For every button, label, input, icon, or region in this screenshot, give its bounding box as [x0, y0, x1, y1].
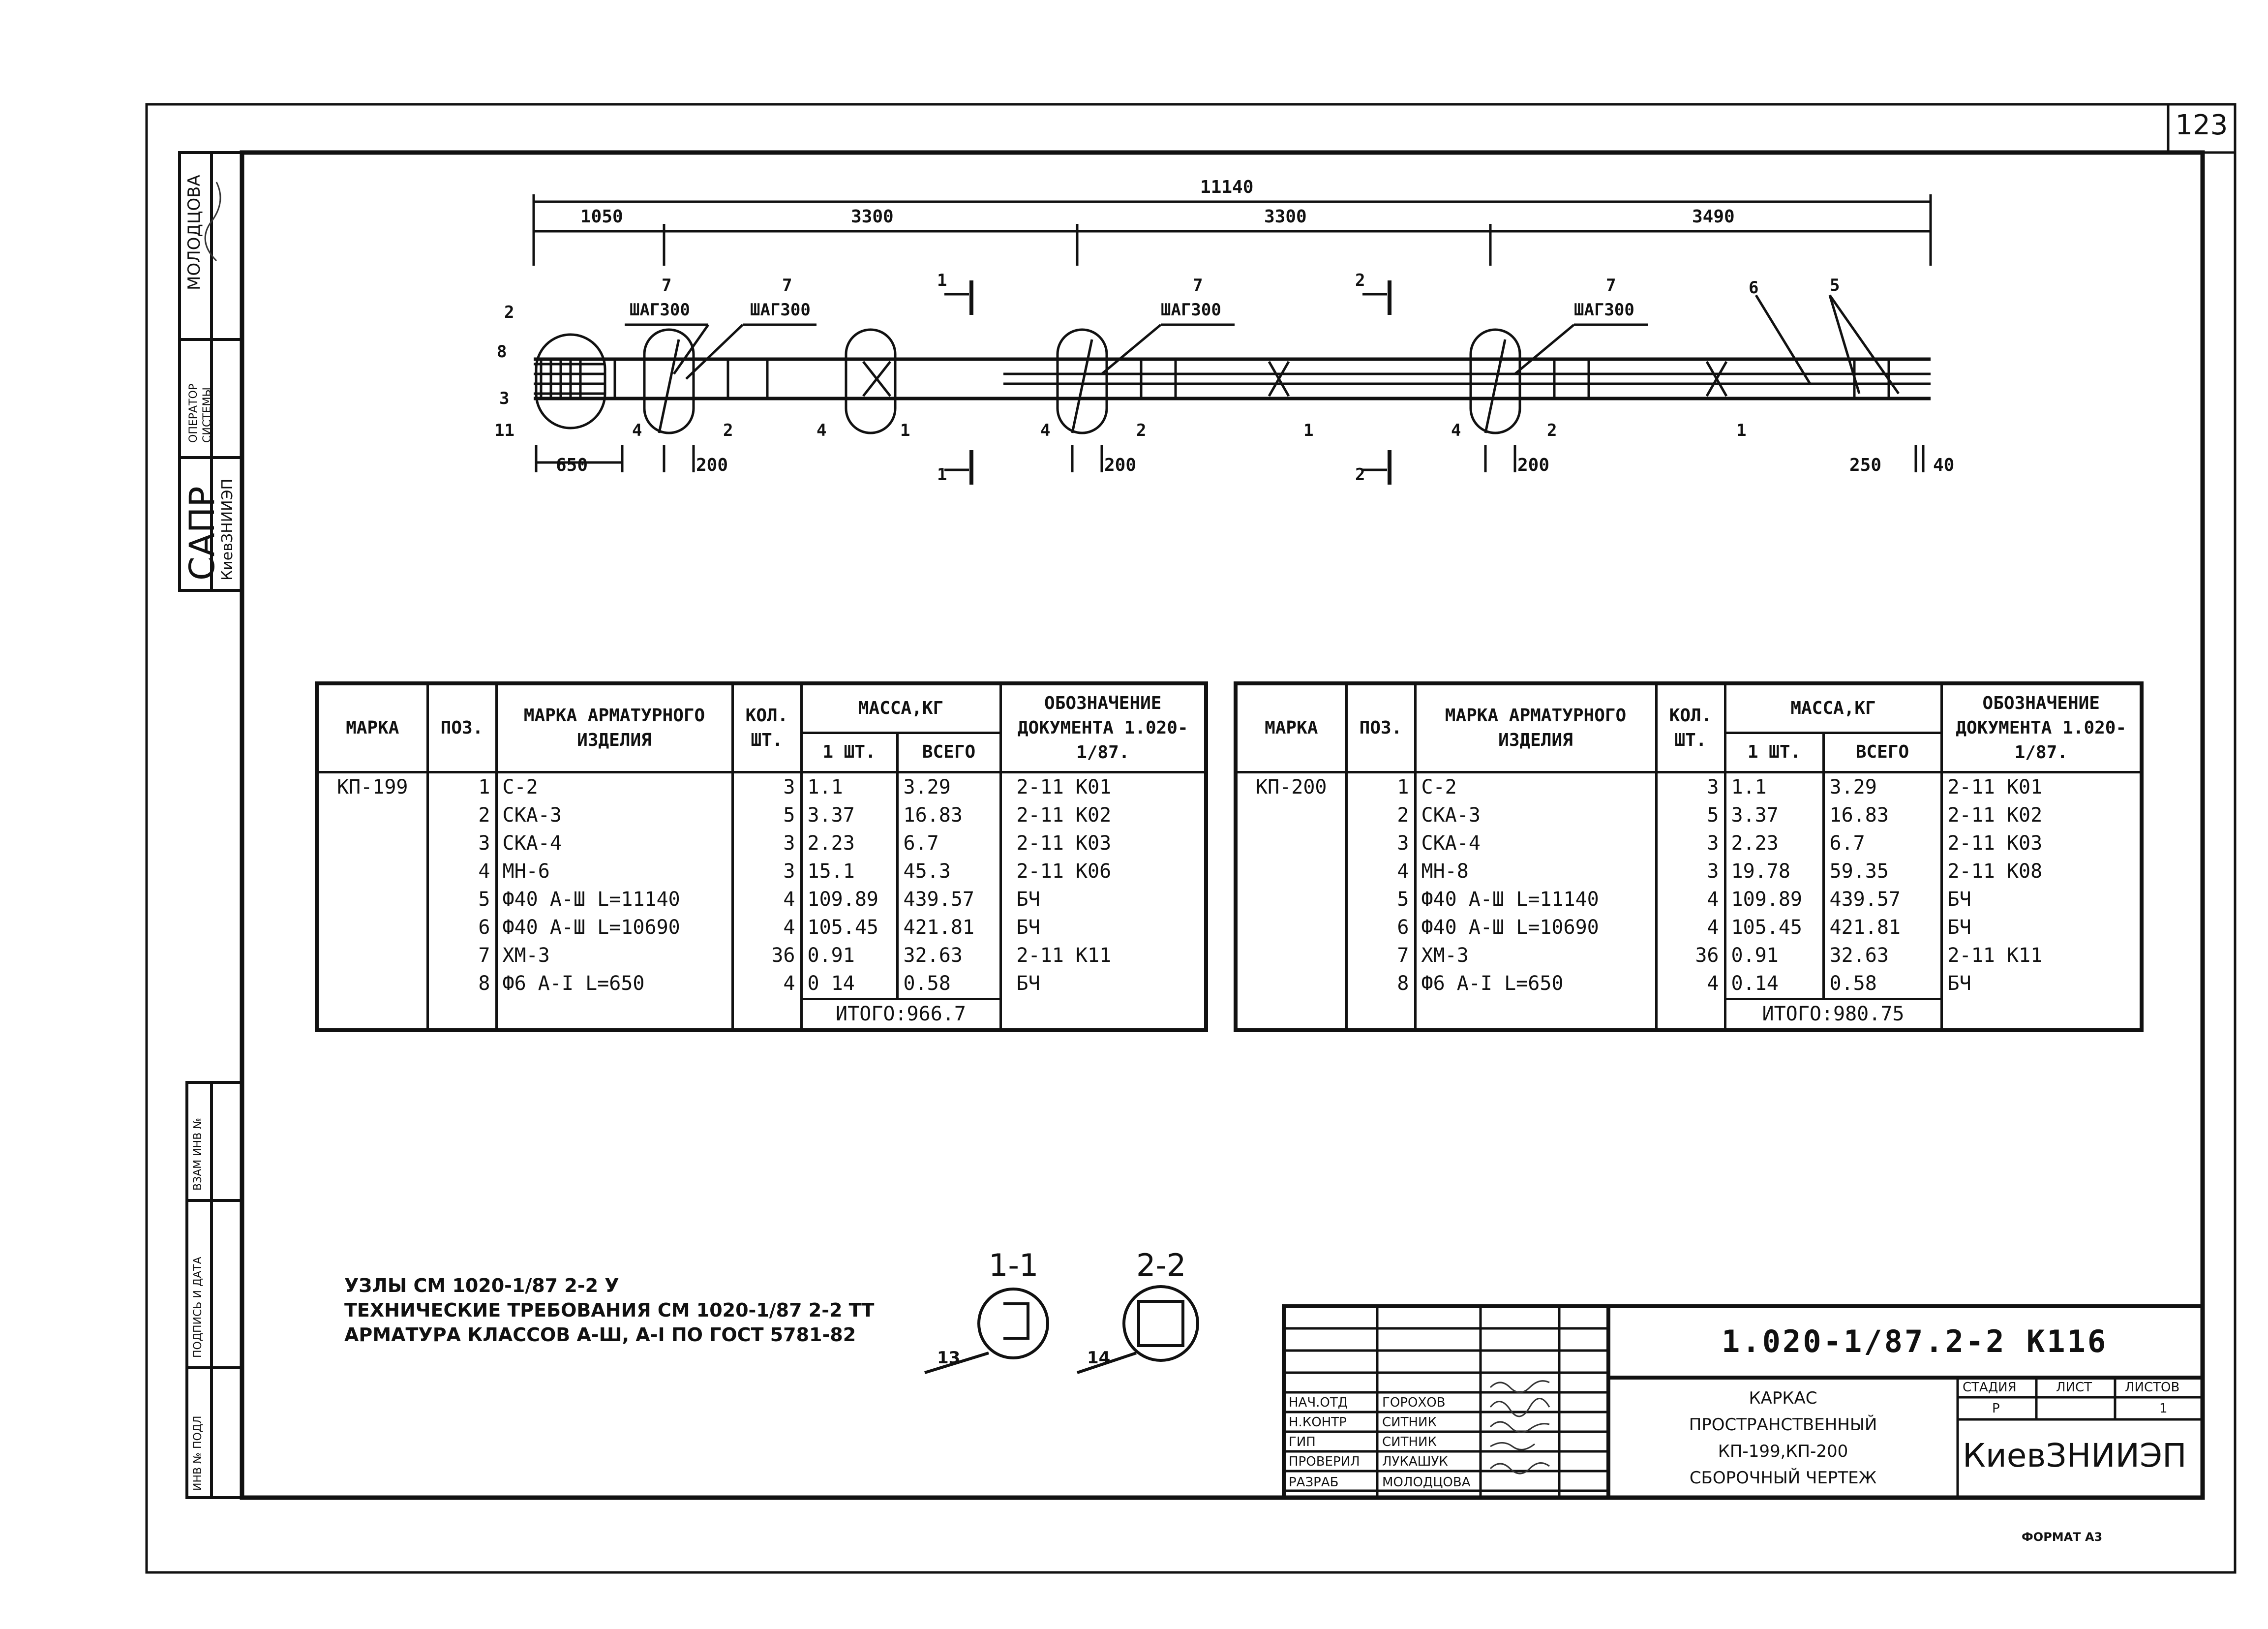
callout-sag3-pos: 7: [1193, 276, 1203, 295]
cell-doc-col: [1941, 772, 2142, 1030]
note-line: ТЕХНИЧЕСКИЕ ТРЕБОВАНИЯ СМ 1020-1/87 2-2 ТТ: [344, 1299, 875, 1321]
cell-vsego: 3.29: [897, 772, 1000, 801]
header-marka: МАРКА: [317, 683, 427, 772]
section-1-top: 1: [937, 271, 947, 290]
callout-p2a: 2: [723, 421, 733, 440]
cell-izd: Ф40 А-Ш L=11140: [1415, 886, 1656, 914]
table-row: [1236, 772, 2142, 801]
cell-kol: 3: [1656, 830, 1725, 858]
cell-poz: 2: [427, 801, 496, 830]
header-sht: 1 ШТ.: [1725, 733, 1823, 772]
sign-role: Н.КОНТР: [1289, 1415, 1347, 1430]
callout-p2c: 2: [1136, 421, 1147, 440]
stamp-sapr-org: КиевЗНИИЭП: [219, 478, 236, 581]
cell-vsego: 6.7: [1823, 830, 1941, 858]
callout-sag4-pos: 7: [1606, 276, 1616, 295]
title-line: ПРОСТРАНСТВЕННЫЙ: [1689, 1415, 1877, 1435]
cell-marka: КП-200: [1236, 772, 1346, 1030]
header-kol: КОЛ. ШТ.: [1656, 683, 1725, 772]
cell-doc-col: [1000, 772, 1206, 1030]
cell-doc: 2-11 К08: [1947, 860, 2043, 883]
cell-doc: 2-11 К03: [1016, 831, 1112, 855]
cell-poz: 1: [427, 772, 496, 801]
cell-itogo: ИТОГО:966.7: [801, 999, 1000, 1030]
spec-table-kp199: [315, 681, 1208, 1032]
dim-seg4: 3490: [1692, 207, 1735, 227]
callout-p6: 6: [1749, 278, 1759, 298]
cell-kol: 5: [732, 801, 801, 830]
cell-sht: 3.37: [801, 801, 897, 830]
cell-kol: 3: [1656, 772, 1725, 801]
cell-poz: 7: [1346, 942, 1415, 970]
header-vsego: ВСЕГО: [897, 733, 1000, 772]
cell-sht: 109.89: [801, 886, 897, 914]
cell-sht: 105.45: [1725, 914, 1823, 942]
value-stadia: Р: [1992, 1401, 2000, 1416]
cell-izd: С-2: [1415, 772, 1656, 801]
header-massa: МАССА,КГ: [801, 683, 1000, 733]
note-line: АРМАТУРА КЛАССОВ А-Ш, А-I ПО ГОСТ 5781-82: [344, 1324, 856, 1346]
section-2-2-pos: 14: [1087, 1348, 1111, 1368]
cell-kol: 4: [732, 886, 801, 914]
header-marka-izd: МАРКА АРМАТУРНОГО ИЗДЕЛИЯ: [1415, 683, 1656, 772]
dim-step2: 200: [1104, 455, 1137, 475]
stamp-sapr: САПР: [182, 486, 222, 581]
cell-poz: 6: [1346, 914, 1415, 942]
stamp-operator: ОПЕРАТОР СИСТЕМЫ: [187, 383, 213, 443]
cell-doc: БЧ: [1016, 888, 1040, 911]
sign-role: РАЗРАБ: [1289, 1475, 1339, 1490]
callout-p2: 2: [504, 303, 514, 322]
section-2-2-label: 2-2: [1136, 1247, 1186, 1283]
callout-sag1: ШАГ300: [630, 300, 690, 320]
cell-izd: Ф40 А-Ш L=10690: [1415, 914, 1656, 942]
callout-p3: 3: [499, 389, 510, 408]
doc-code: 1.020-1/87.2-2 К116: [1722, 1323, 2108, 1359]
value-listov: 1: [2159, 1401, 2168, 1416]
cell-sht: 105.45: [801, 914, 897, 942]
header-poz: ПОЗ.: [1346, 683, 1415, 772]
cell-poz: 4: [1346, 858, 1415, 886]
header-marka-izd: МАРКА АРМАТУРНОГО ИЗДЕЛИЯ: [496, 683, 732, 772]
cell-poz: 5: [1346, 886, 1415, 914]
page-number: 123: [2175, 109, 2228, 141]
title-line: СБОРОЧНЫЙ ЧЕРТЕЖ: [1689, 1468, 1877, 1488]
cell-doc: 2-11 К02: [1947, 803, 2043, 827]
label-list: ЛИСТ: [2056, 1380, 2092, 1395]
header-vsego: ВСЕГО: [1823, 733, 1941, 772]
header-massa: МАССА,КГ: [1725, 683, 1941, 733]
sign-name: СИТНИК: [1382, 1435, 1437, 1449]
cell-doc: БЧ: [1947, 888, 1971, 911]
cell-poz: 4: [427, 858, 496, 886]
cell-doc: 2-11 К11: [1947, 944, 2043, 967]
header-oboz: ОБОЗНАЧЕНИЕ ДОКУМЕНТА 1.020-1/87.: [1941, 683, 2142, 772]
cell-sht: 1.1: [1725, 772, 1823, 801]
cell-poz: 3: [1346, 830, 1415, 858]
cell-vsego: 16.83: [1823, 801, 1941, 830]
cell-sht: 2.23: [801, 830, 897, 858]
cell-sht: 0.14: [1725, 970, 1823, 999]
dim-seg2: 3300: [851, 207, 894, 227]
drawing-title: [1613, 1385, 1953, 1491]
cell-vsego: 439.57: [1823, 886, 1941, 914]
dim-step1: 200: [696, 455, 728, 475]
cell-sht: 1.1: [801, 772, 897, 801]
stamp-inv-podl: ИНВ № ПОДЛ: [192, 1415, 204, 1491]
cell-vsego: 421.81: [897, 914, 1000, 942]
cell-kol: 4: [732, 970, 801, 999]
title-line: КАРКАС: [1749, 1388, 1817, 1408]
cell-sht: 2.23: [1725, 830, 1823, 858]
sign-name: СИТНИК: [1382, 1415, 1437, 1430]
callout-p1d: 1: [1736, 421, 1747, 440]
cell-doc: 2-11 К06: [1016, 860, 1112, 883]
callout-p2d: 2: [1547, 421, 1557, 440]
cell-vsego: 45.3: [897, 858, 1000, 886]
dim-overall: 11140: [1200, 177, 1254, 197]
cell-sht: 3.37: [1725, 801, 1823, 830]
sign-role: ПРОВЕРИЛ: [1289, 1454, 1360, 1469]
cell-izd: МН-8: [1415, 858, 1656, 886]
cell-doc: БЧ: [1016, 916, 1040, 939]
cell-itogo: ИТОГО:980.75: [1725, 999, 1941, 1030]
header-kol: КОЛ. ШТ.: [732, 683, 801, 772]
cell-poz: 8: [427, 970, 496, 999]
cell-doc: 2-11 К03: [1947, 831, 2043, 855]
cell-vsego: 6.7: [897, 830, 1000, 858]
cell-izd: СКА-3: [1415, 801, 1656, 830]
cell-izd: ХМ-3: [496, 942, 732, 970]
cell-izd: СКА-3: [496, 801, 732, 830]
callout-p11: 11: [494, 421, 514, 440]
cell-vsego: 439.57: [897, 886, 1000, 914]
dim-seg1: 1050: [580, 207, 623, 227]
cell-izd: Ф40 А-Ш L=10690: [496, 914, 732, 942]
stamp-name: МОЛОДЦОВА: [184, 175, 204, 290]
cell-vsego: 0.58: [897, 970, 1000, 999]
callout-sag2-pos: 7: [782, 276, 792, 295]
cell-vsego: 32.63: [1823, 942, 1941, 970]
section-2-bottom: 2: [1355, 465, 1365, 485]
notes: [344, 1273, 874, 1347]
cell-izd: Ф6 А-I L=650: [496, 970, 732, 999]
cell-kol: 36: [732, 942, 801, 970]
cell-sht: 109.89: [1725, 886, 1823, 914]
cell-izd: СКА-4: [1415, 830, 1656, 858]
callout-sag4: ШАГ300: [1574, 300, 1634, 320]
callout-p4c: 4: [1040, 421, 1051, 440]
cell-poz: 7: [427, 942, 496, 970]
callout-p8: 8: [497, 342, 507, 362]
label-listov: ЛИСТОВ: [2125, 1380, 2180, 1395]
cell-doc: 2-11 К11: [1016, 944, 1112, 967]
callout-p4b: 4: [816, 421, 827, 440]
header-marka: МАРКА: [1236, 683, 1346, 772]
org-name: КиевЗНИИЭП: [1963, 1437, 2187, 1475]
cell-izd: СКА-4: [496, 830, 732, 858]
table-row: [317, 772, 1206, 801]
section-1-1-pos: 13: [937, 1348, 961, 1368]
callout-p1c: 1: [1303, 421, 1314, 440]
cell-poz: 2: [1346, 801, 1415, 830]
cell-doc: БЧ: [1947, 916, 1971, 939]
header-poz: ПОЗ.: [427, 683, 496, 772]
stamp-podpis-data: ПОДПИСЬ И ДАТА: [192, 1257, 204, 1358]
sign-role: ГИП: [1289, 1435, 1316, 1449]
dim-left-offset: 650: [556, 455, 588, 475]
cell-kol: 3: [732, 772, 801, 801]
section-1-bottom: 1: [937, 465, 947, 485]
note-line: УЗЛЫ СМ 1020-1/87 2-2 У: [344, 1275, 619, 1296]
cell-vsego: 59.35: [1823, 858, 1941, 886]
cell-doc: БЧ: [1947, 972, 1971, 995]
cell-kol: 3: [732, 830, 801, 858]
cell-sht: 0 14: [801, 970, 897, 999]
section-1-1-label: 1-1: [989, 1247, 1039, 1283]
sign-name: ЛУКАШУК: [1382, 1454, 1448, 1469]
cell-kol: 3: [732, 858, 801, 886]
callout-p4a: 4: [632, 421, 642, 440]
callout-p4d: 4: [1451, 421, 1461, 440]
cell-izd: Ф40 А-Ш L=11140: [496, 886, 732, 914]
label-stadia: СТАДИЯ: [1963, 1380, 2017, 1395]
cell-izd: ХМ-3: [1415, 942, 1656, 970]
cell-doc: 2-11 К01: [1947, 775, 2043, 799]
cell-vsego: 16.83: [897, 801, 1000, 830]
section-2-top: 2: [1355, 271, 1365, 290]
callout-sag1-pos: 7: [662, 276, 672, 295]
callout-p1b: 1: [900, 421, 910, 440]
cell-vsego: 3.29: [1823, 772, 1941, 801]
cell-doc: 2-11 К01: [1016, 775, 1112, 799]
cell-izd: Ф6 А-I L=650: [1415, 970, 1656, 999]
cell-vsego: 421.81: [1823, 914, 1941, 942]
title-line: КП-199,КП-200: [1718, 1442, 1848, 1461]
cell-poz: 6: [427, 914, 496, 942]
stamp-vzam-inv: ВЗАМ ИНВ №: [192, 1117, 204, 1191]
cell-poz: 8: [1346, 970, 1415, 999]
sign-name: МОЛОДЦОВА: [1382, 1475, 1471, 1490]
cell-poz: 5: [427, 886, 496, 914]
cell-izd: С-2: [496, 772, 732, 801]
cell-doc: БЧ: [1016, 972, 1040, 995]
cell-poz: 3: [427, 830, 496, 858]
cell-kol: 4: [732, 914, 801, 942]
callout-p5: 5: [1830, 276, 1840, 295]
cell-sht: 0.91: [801, 942, 897, 970]
cell-sht: 15.1: [801, 858, 897, 886]
dim-end2: 40: [1933, 455, 1955, 475]
cell-kol: 4: [1656, 886, 1725, 914]
format-label: ФОРМАТ А3: [2022, 1530, 2103, 1544]
header-sht: 1 ШТ.: [801, 733, 897, 772]
cell-poz: 1: [1346, 772, 1415, 801]
cell-kol: 3: [1656, 858, 1725, 886]
cell-kol: 36: [1656, 942, 1725, 970]
cell-kol: 4: [1656, 914, 1725, 942]
callout-sag3: ШАГ300: [1161, 300, 1221, 320]
cell-izd: МН-6: [496, 858, 732, 886]
dim-end1: 250: [1849, 455, 1882, 475]
cell-vsego: 0.58: [1823, 970, 1941, 999]
dim-seg3: 3300: [1264, 207, 1307, 227]
cell-kol: 4: [1656, 970, 1725, 999]
cell-sht: 0.91: [1725, 942, 1823, 970]
dim-step3: 200: [1517, 455, 1550, 475]
spec-table-kp200: [1234, 681, 2144, 1032]
callout-sag2: ШАГ300: [750, 300, 811, 320]
cell-vsego: 32.63: [897, 942, 1000, 970]
cell-marka: КП-199: [317, 772, 427, 1030]
cell-sht: 19.78: [1725, 858, 1823, 886]
cell-doc: 2-11 К02: [1016, 803, 1112, 827]
sign-role: НАЧ.ОТД: [1289, 1395, 1348, 1410]
sign-name: ГОРОХОВ: [1382, 1395, 1446, 1410]
header-oboz: ОБОЗНАЧЕНИЕ ДОКУМЕНТА 1.020-1/87.: [1000, 683, 1206, 772]
cell-kol: 5: [1656, 801, 1725, 830]
